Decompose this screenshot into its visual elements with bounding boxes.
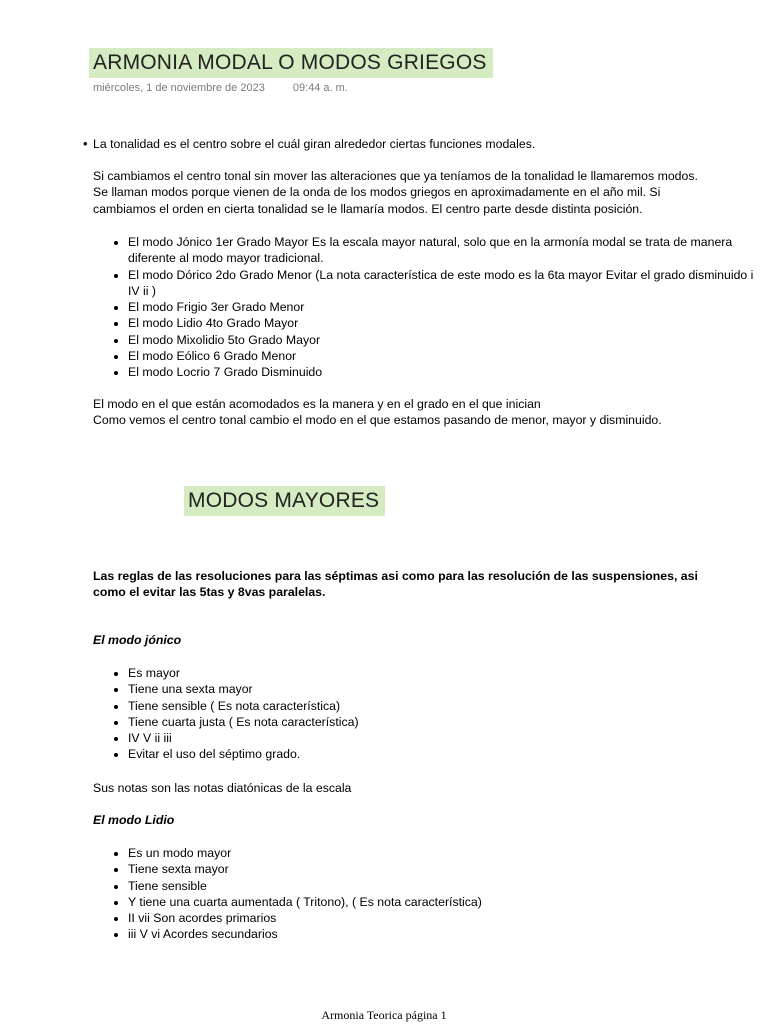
page-footer: Armonia Teorica página 1 [321,1008,447,1022]
list-item: • Es mayor [128,665,768,681]
section-title: MODOS MAYORES [184,486,385,516]
paragraph-line: Si cambiamos el centro tonal sin mover las alteraciones que ya teníamos de la tonalidad le llamaremos modos. [93,169,698,183]
timestamp [93,82,348,94]
rules-paragraph [93,568,743,601]
paragraph-line: como el evitar las 5tas y 8vas paralelas. [93,585,326,600]
date-text: miércoles, 1 de noviembre de 2023 [93,82,265,94]
intro-bullet-text: La tonalidad es el centro sobre el cuál giran alrededor ciertas funciones modales. [93,137,536,151]
list-item: • El modo Mixolidio 5to Grado Mayor [128,332,768,348]
lidio-list [92,845,768,943]
after-list-paragraph [93,396,743,429]
list-item: • El modo Frigio 3er Grado Menor [128,299,768,315]
list-item: • Tiene sexta mayor [128,861,768,877]
paragraph-line: cambiamos el orden en cierta tonalidad se le llamaría modos. El centro parte desde distinta posición. [93,201,643,216]
list-item: • El modo Locrio 7 Grado Disminuido [128,364,768,380]
list-item: • II vii Son acordes primarios [128,910,768,926]
page-title: ARMONIA MODAL O MODOS GRIEGOS [89,48,493,78]
list-item: • El modo Lidio 4to Grado Mayor [128,315,768,331]
list-item: • Tiene sensible ( Es nota característica) [128,698,768,714]
list-item: • Tiene cuarta justa ( Es nota característica) [128,714,768,730]
time-text: 09:44 a. m. [292,82,348,94]
paragraph-line: Las reglas de las resoluciones para las séptimas asi como para las resolución de las suspensiones, asi [93,569,698,583]
paragraph-line: Como vemos el centro tonal cambio el modo en el que estamos pasando de menor, mayor y disminuido. [93,413,662,428]
list-item: • El modo Dórico 2do Grado Menor (La nota característica de este modo es la 6ta mayor Evitar el grado disminuido i IV ii ) [128,267,768,300]
list-item: • El modo Jónico 1er Grado Mayor Es la escala mayor natural, solo que en la armonía modal se trata de manera diferente al modo mayor tradicional. [128,234,768,267]
modes-list [92,234,768,381]
jonico-list [92,665,768,763]
paragraph-line: Se llaman modos porque vienen de la onda de los modos griegos en aproximadamente en el año mil. Si [93,185,661,200]
list-item: • Evitar el uso del séptimo grado. [128,746,768,762]
list-item: • El modo Eólico 6 Grado Menor [128,348,768,364]
intro-paragraph [93,168,743,217]
lidio-heading: El modo Lidio [93,813,175,827]
list-item: • Y tiene una cuarta aumentada ( Tritono), ( Es nota característica) [128,894,768,910]
list-item: • IV V ii iii [128,730,768,746]
list-item: • Tiene sensible [128,878,768,894]
list-item: • Es un modo mayor [128,845,768,861]
jonico-note: Sus notas son las notas diatónicas de la escala [93,781,352,795]
list-item: • iii V vi Acordes secundarios [128,926,768,942]
list-item: • Tiene una sexta mayor [128,681,768,697]
paragraph-line: El modo en el que están acomodados es la manera y en el grado en el que inician [93,397,541,411]
jonico-heading: El modo jónico [93,633,182,647]
bullet-dot-icon: • [83,136,88,151]
